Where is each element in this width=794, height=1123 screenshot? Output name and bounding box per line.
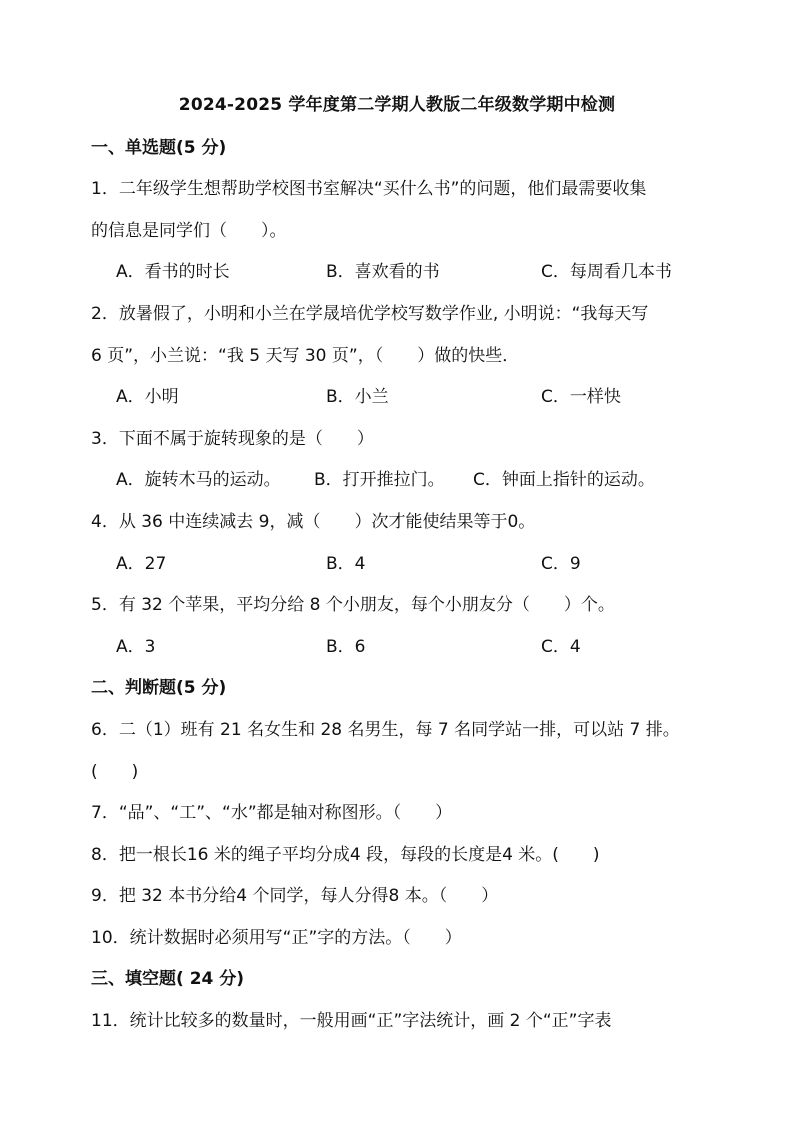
question-3-option-a: A．旋转木马的运动。 [116, 470, 281, 490]
question-2-option-b: B．小兰 [326, 387, 389, 407]
question-4-line-1: 4．从 36 中连续减去 9，减（ ）次才能使结果等于0。 [91, 512, 536, 532]
question-5-line-1: 5．有 32 个苹果，平均分给 8 个小朋友，每个小朋友分（ ）个。 [91, 595, 615, 615]
question-3-line-1: 3．下面不属于旋转现象的是（ ） [91, 429, 374, 449]
section-heading-single-choice: 一、单选题(5 分) [91, 138, 227, 158]
question-4-option-b: B．4 [326, 554, 366, 574]
question-1-line-2: 的信息是同学们（ ）。 [91, 221, 287, 241]
question-5-option-a: A．3 [116, 637, 156, 657]
question-9-line-1: 9．把 32 本书分给4 个同学，每人分得8 本。（ ） [91, 886, 499, 906]
question-3-option-c: C．钟面上指针的运动。 [473, 470, 655, 490]
question-5-option-c: C．4 [541, 637, 581, 657]
question-2-option-a: A．小明 [116, 387, 179, 407]
question-4-option-c: C．9 [541, 554, 581, 574]
question-1-line-1: 1．二年级学生想帮助学校图书室解决“买什么书”的问题，他们最需要收集 [91, 179, 647, 199]
question-10-line-1: 10．统计数据时必须用写“正”字的方法。（ ） [91, 928, 462, 948]
question-2-option-c: C．一样快 [541, 387, 621, 407]
question-11-line-1: 11．统计比较多的数量时，一般用画“正”字法统计，画 2 个“正”字表 [91, 1011, 612, 1031]
question-6-line-2: ( ) [91, 762, 139, 782]
section-heading-fill-in: 三、填空题( 24 分) [91, 969, 245, 989]
question-4-option-a: A．27 [116, 554, 167, 574]
question-1-option-a: A．看书的时长 [116, 262, 230, 282]
section-heading-true-false: 二、判断题(5 分) [91, 678, 227, 698]
question-8-line-1: 8．把一根长16 米的绳子平均分成4 段，每段的长度是4 米。( ) [91, 845, 600, 865]
question-2-line-1: 2．放暑假了，小明和小兰在学晟培优学校写数学作业, 小明说：“我每天写 [91, 304, 649, 324]
question-6-line-1: 6．二（1）班有 21 名女生和 28 名男生，每 7 名同学站一排，可以站 7 排。 [91, 720, 680, 740]
question-3-option-b: B．打开推拉门。 [314, 470, 445, 490]
exam-title: 2024-2025 学年度第二学期人教版二年级数学期中检测 [178, 95, 616, 115]
question-1-option-b: B．喜欢看的书 [326, 262, 440, 282]
question-2-line-2: 6 页”，小兰说：“我 5 天写 30 页”，（ ）做的快些． [91, 346, 520, 366]
question-1-option-c: C．每周看几本书 [541, 262, 672, 282]
question-5-option-b: B．6 [326, 637, 366, 657]
question-7-line-1: 7．“品”、“工”、“水”都是轴对称图形。（ ） [91, 803, 453, 823]
